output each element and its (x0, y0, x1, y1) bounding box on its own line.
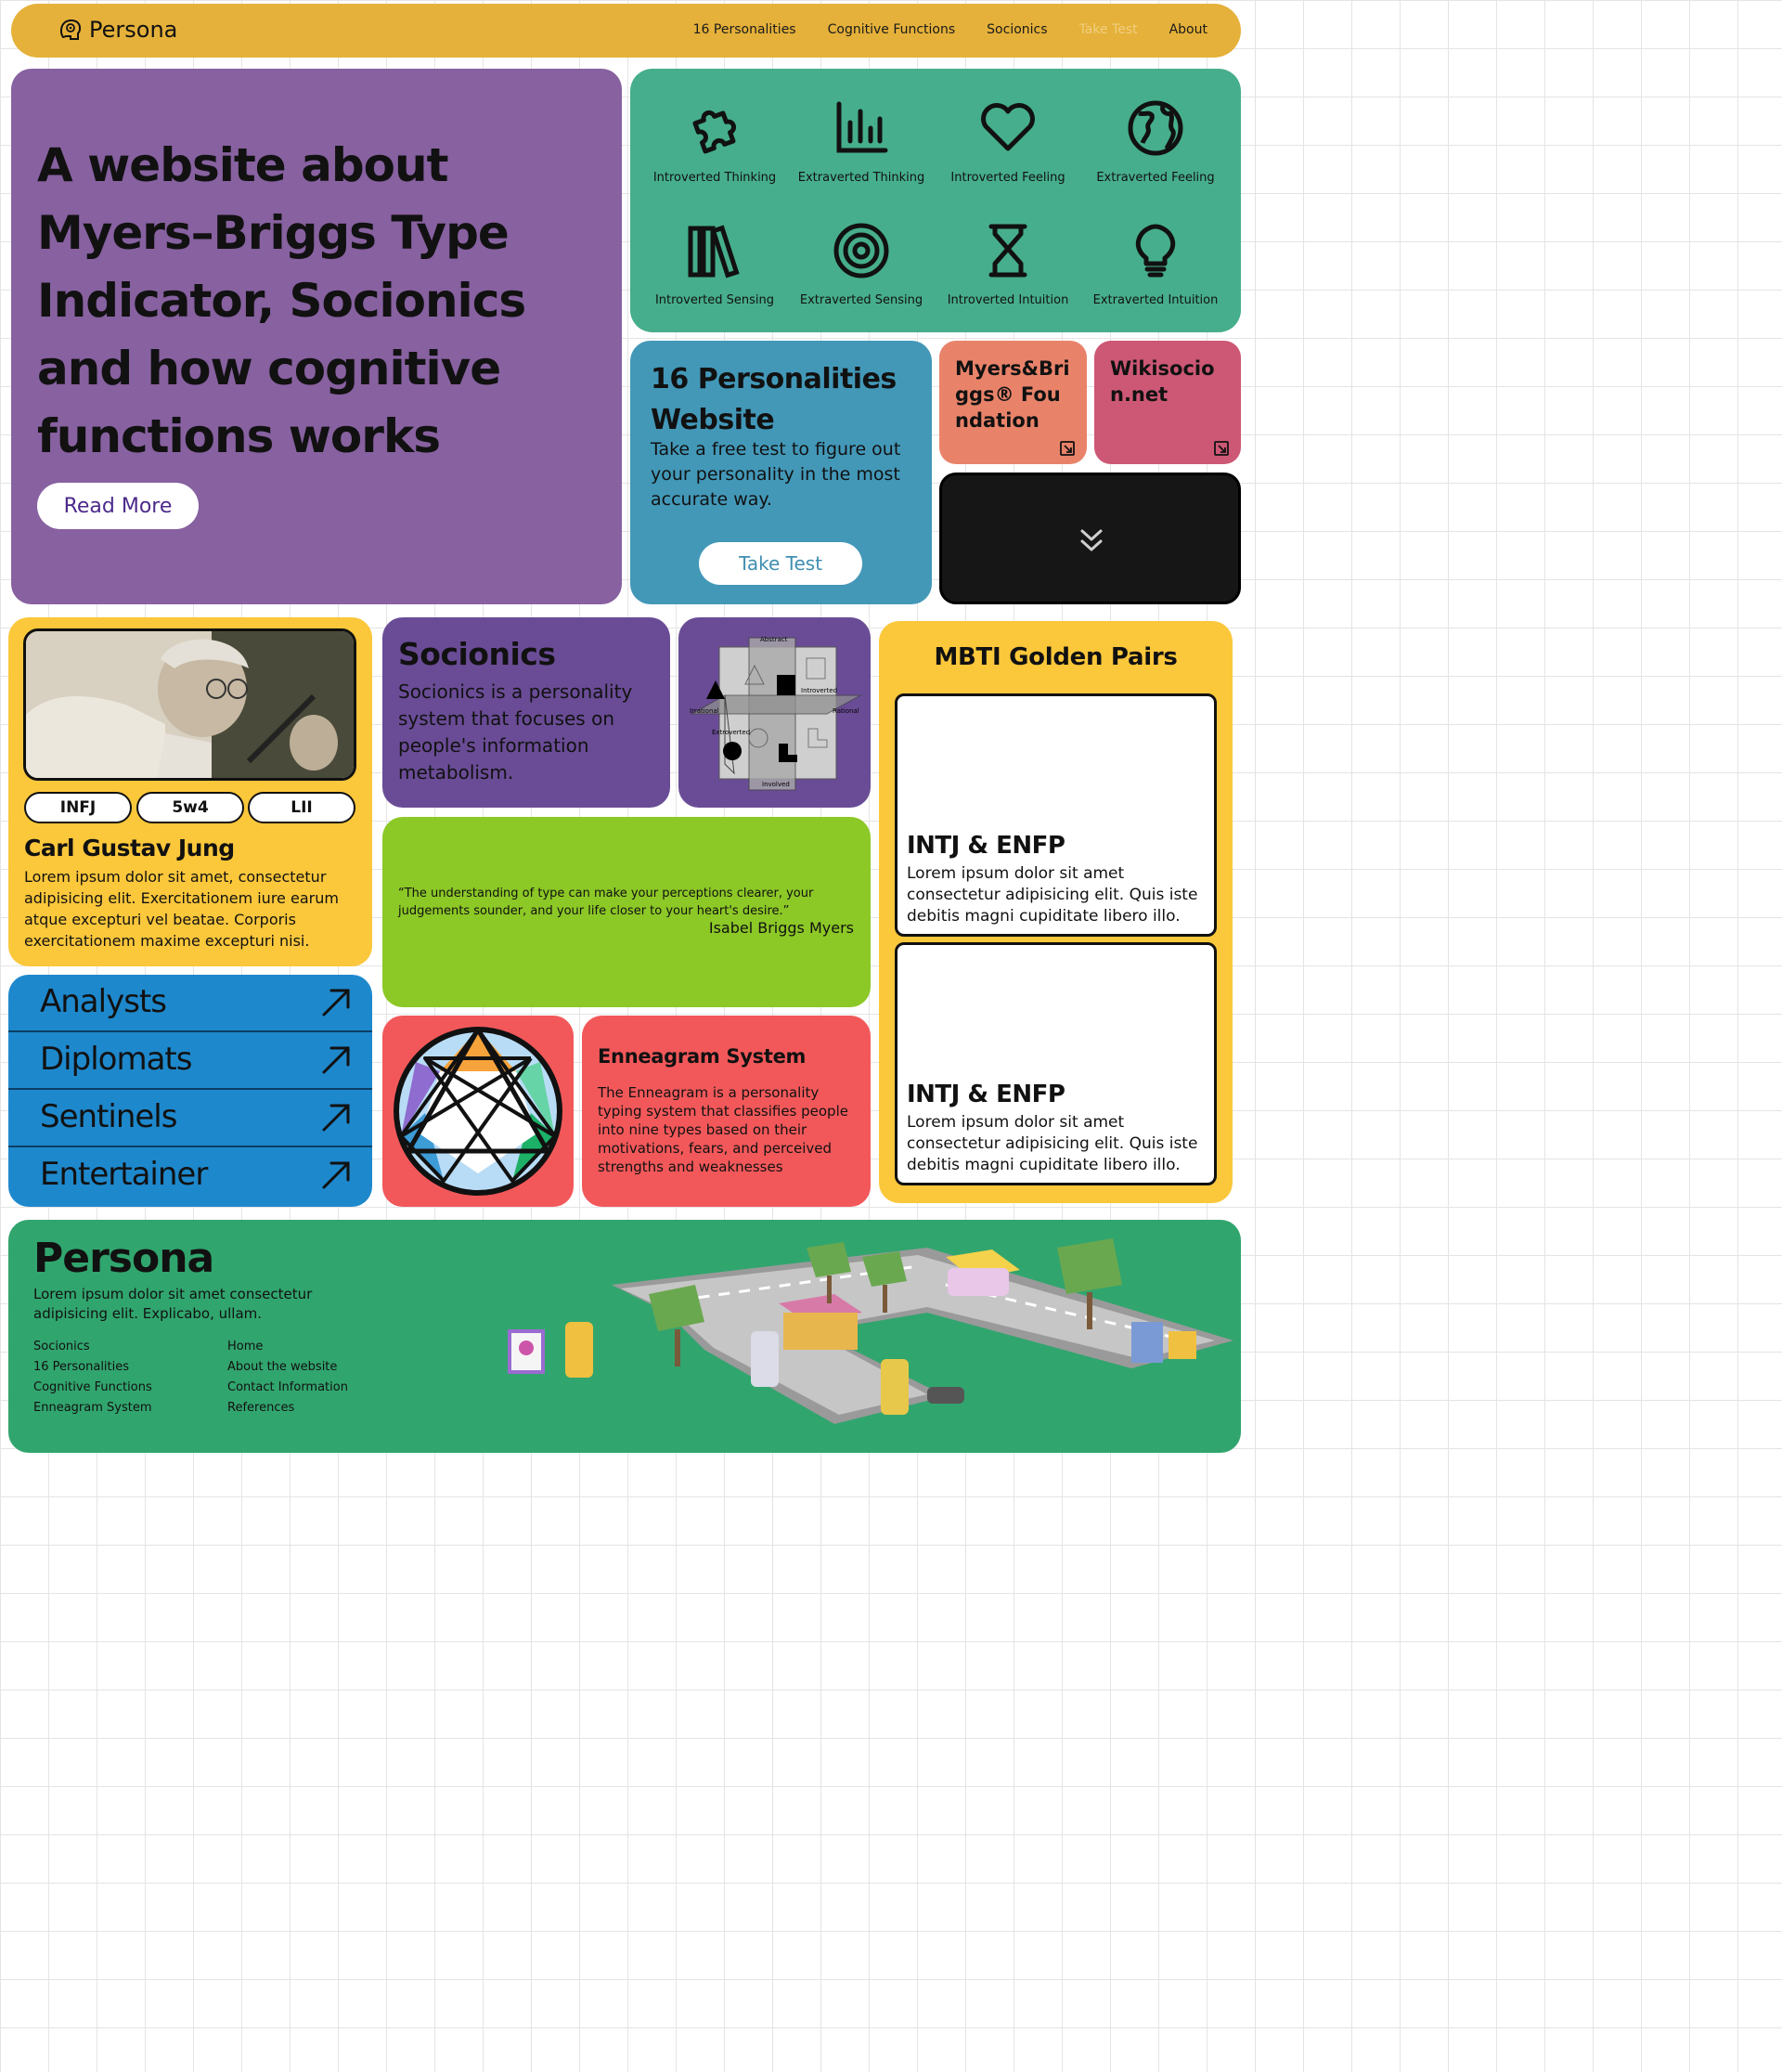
pair-card[interactable] (895, 942, 1217, 1185)
function-introverted-feeling[interactable] (935, 98, 1081, 185)
logo-text: Persona (89, 17, 178, 43)
external-link-icon (1213, 440, 1230, 457)
golden-pairs-card (879, 621, 1233, 1203)
footer-link-home[interactable]: Home (227, 1340, 264, 1353)
16-personalities-title: 16 Personalities Website (651, 363, 897, 436)
arrow-up-right-icon (320, 1044, 352, 1076)
socionics-cube-diagram (688, 634, 864, 794)
footer-link-enneagram[interactable]: Enneagram System (33, 1401, 152, 1415)
pair-title: INTJ & ENFP (907, 1081, 1065, 1108)
temperament-label: Entertainer (40, 1156, 208, 1193)
socionics-card[interactable] (382, 617, 670, 808)
function-label: Introverted Sensing (654, 293, 775, 307)
footer-link-16-personalities[interactable]: 16 Personalities (33, 1360, 130, 1374)
function-introverted-sensing[interactable] (641, 221, 788, 307)
external-link-icon (1059, 440, 1076, 457)
temperament-analysts[interactable] (8, 975, 372, 1032)
function-introverted-thinking[interactable] (641, 98, 788, 185)
isometric-town-illustration (426, 1229, 1233, 1448)
temperament-label: Analysts (40, 983, 166, 1020)
footer-link-cognitive-functions[interactable]: Cognitive Functions (33, 1380, 152, 1394)
lightbulb-icon (1126, 221, 1185, 280)
jung-photo (23, 628, 356, 781)
function-extraverted-sensing[interactable] (788, 221, 935, 307)
temperament-sentinels[interactable] (8, 1090, 372, 1147)
nav-link-cognitive-functions[interactable]: Cognitive Functions (827, 22, 956, 37)
brain-head-icon (58, 17, 84, 43)
socionics-title: Socionics (398, 636, 556, 672)
puzzle-icon (685, 98, 744, 158)
profile-name: Carl Gustav Jung (24, 835, 235, 861)
pair-card[interactable] (895, 693, 1217, 937)
hero-card (11, 69, 622, 604)
arrow-up-right-icon (320, 987, 352, 1018)
socionics-diagram-card (678, 617, 871, 808)
heart-icon (978, 98, 1038, 158)
tag-socionics: LII (248, 792, 355, 823)
pair-desc: Lorem ipsum dolor sit amet consectetur adipisicing elit. Quis iste debitis magni cupiditate libero illo. (907, 1113, 1198, 1174)
hourglass-icon (978, 221, 1038, 280)
temperament-label: Diplomats (40, 1041, 192, 1078)
diagram-label: Rational (833, 707, 859, 715)
footer-link-socionics[interactable]: Socionics (33, 1340, 90, 1353)
enneagram-diagram-card (382, 1016, 574, 1207)
top-navbar (11, 4, 1241, 58)
diagram-label: Irrational (690, 707, 719, 715)
function-label: Introverted Intuition (947, 293, 1069, 307)
temperaments-list (8, 975, 372, 1207)
footer-link-contact[interactable]: Contact Information (227, 1380, 348, 1394)
footer-links-topics (33, 1337, 152, 1418)
nav-link-take-test[interactable]: Take Test (1078, 22, 1138, 37)
nav-links (693, 22, 1207, 37)
enneagram-card[interactable] (582, 1016, 871, 1207)
enneagram-title: Enneagram System (598, 1045, 807, 1068)
function-extraverted-feeling[interactable] (1082, 98, 1229, 185)
books-icon (685, 221, 744, 280)
quote-text: “The understanding of type can make your perceptions clearer, your judgements sounder, and your life closer to your heart's desire.” (398, 887, 814, 918)
footer-desc: Lorem ipsum dolor sit amet consectetur adipisicing elit. Explicabo, ullam. (33, 1286, 313, 1322)
function-extraverted-thinking[interactable] (788, 98, 935, 185)
hero-title: A website about Myers–Briggs Type Indicator, Socionics and how cognitive functions works (37, 138, 526, 463)
quote-author: Isabel Briggs Myers (708, 919, 854, 937)
function-label: Extraverted Feeling (1096, 171, 1215, 185)
globe-icon (1126, 98, 1185, 158)
bar-chart-icon (832, 98, 891, 158)
socionics-desc: Socionics is a personality system that focuses on people's information metabolism. (398, 680, 633, 783)
function-label: Extraverted Thinking (797, 171, 925, 185)
quote-card (382, 817, 871, 1007)
read-more-button[interactable]: Read More (37, 483, 199, 529)
function-label: Introverted Thinking (652, 171, 777, 185)
diagram-label: Introverted (801, 687, 838, 694)
wikisocion-link[interactable] (1094, 341, 1241, 464)
pair-desc: Lorem ipsum dolor sit amet consectetur adipisicing elit. Quis iste debitis magni cupiditate libero illo. (907, 864, 1198, 926)
jung-profile-card (8, 617, 372, 966)
golden-pairs-title: MBTI Golden Pairs (934, 643, 1178, 671)
footer-link-about[interactable]: About the website (227, 1360, 338, 1374)
diagram-label: Extroverted (712, 729, 751, 736)
arrow-up-right-icon (320, 1159, 352, 1191)
cognitive-functions-card (630, 69, 1241, 332)
tag-mbti: INFJ (24, 792, 132, 823)
enneagram-symbol (392, 1025, 564, 1198)
16-personalities-card (630, 341, 932, 604)
nav-link-socionics[interactable]: Socionics (987, 22, 1048, 37)
temperament-entertainer[interactable] (8, 1147, 372, 1205)
pair-title: INTJ & ENFP (907, 832, 1065, 860)
footer-links-site (227, 1337, 348, 1418)
profile-bio: Lorem ipsum dolor sit amet, consectetur adipisicing elit. Exercitationem iure earum atque excepturi vel beatae. Corporis exercitationem maxime excepturi nisi. (24, 868, 339, 950)
myers-briggs-foundation-link[interactable] (939, 341, 1087, 464)
function-label: Extraverted Intuition (1092, 293, 1219, 307)
footer-title: Persona (33, 1235, 214, 1282)
nav-link-16-personalities[interactable]: 16 Personalities (692, 22, 796, 37)
wikisocion-title: Wikisocion.net (1110, 357, 1215, 406)
function-label: Introverted Feeling (950, 171, 1065, 185)
function-label: Extraverted Sensing (799, 293, 923, 307)
diagram-label: Abstract (760, 636, 788, 643)
function-extraverted-intuition[interactable] (1082, 221, 1229, 307)
myers-briggs-foundation-title: Myers&Briggs® Foundation (955, 357, 1070, 432)
target-icon (832, 221, 891, 280)
arrow-up-right-icon (320, 1102, 352, 1133)
16-personalities-desc: Take a free test to figure out your personality in the most accurate way. (651, 439, 901, 510)
temperament-diplomats[interactable] (8, 1032, 372, 1090)
function-introverted-intuition[interactable] (935, 221, 1081, 307)
tag-enneagram: 5w4 (136, 792, 244, 823)
enneagram-desc: The Enneagram is a personality typing system that classifies people into nine types based on their motivations, fears, and perceived strengths and weaknesses (598, 1084, 848, 1175)
nav-link-about[interactable]: About (1169, 22, 1207, 37)
logo[interactable] (58, 17, 177, 43)
diagram-label: Involved (762, 781, 790, 788)
footer-link-references[interactable]: References (227, 1401, 295, 1415)
double-chevron-down-icon (1079, 527, 1104, 553)
take-test-button[interactable]: Take Test (699, 542, 862, 585)
temperament-label: Sentinels (40, 1098, 177, 1135)
scroll-down-card[interactable] (939, 473, 1241, 604)
footer (8, 1220, 1241, 1453)
